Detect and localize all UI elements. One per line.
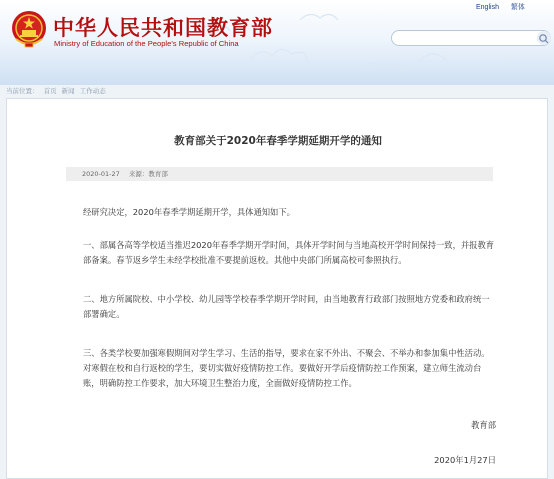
breadcrumb-news[interactable]: 新闻: [61, 87, 75, 95]
language-links: [476, 2, 525, 12]
search-input[interactable]: [391, 30, 551, 46]
article-paragraph: 经研究决定，2020年春季学期延期开学，具体通知如下。: [83, 207, 295, 217]
site-title[interactable]: 中华人民共和国教育部: [53, 15, 273, 40]
english-link[interactable]: English: [476, 4, 499, 11]
publish-date: 2020-01-27: [82, 170, 120, 178]
breadcrumb-prefix: 当前位置：: [6, 87, 39, 95]
article-source: 来源：教育部: [128, 170, 168, 178]
breadcrumb-work-updates[interactable]: 工作动态: [79, 87, 106, 95]
signature-date: 2020年1月27日: [434, 455, 496, 465]
national-emblem-icon: [10, 9, 48, 49]
search-icon: [537, 32, 551, 46]
article-paragraph: 一、部属各高等学校适当推迟2020年春季学期开学时间，具体开学时间与当地高校开学时间保持一致，并报教育部备案。春节返乡学生未经学校批准不要提前返校。其他中央部门所属高校可参照执行。: [83, 240, 495, 265]
signature: 教育部: [471, 420, 496, 430]
article-paragraph: 三、各类学校要加强寒假期间对学生学习、生活的指导，要求在家不外出、不聚会、不举办和参加集中性活动。对寒假在校和自行返校的学生，要切实做好疫情防控工作。要做好开学后疫情防控工作预案，建立师生流动台账，明确防控工作要求，加大环境卫生整治力度，全面做好疫情防控工作。: [83, 348, 490, 388]
article-card: [6, 98, 548, 479]
traditional-chinese-link[interactable]: 繁体: [510, 4, 525, 11]
breadcrumb: [6, 85, 554, 97]
site-subtitle: Ministry of Education of the People's Republic of China: [54, 39, 239, 48]
site-header: [0, 0, 554, 85]
article-meta: [66, 167, 493, 181]
breadcrumb-home[interactable]: 首页: [43, 87, 57, 95]
page-title: 教育部关于2020年春季学期延期开学的通知: [174, 135, 382, 147]
search-button[interactable]: [537, 31, 551, 45]
article-paragraph: 二、地方所属院校、中小学校、幼儿园等学校春季学期开学时间，由当地教育行政部门按照地方党委和政府统一部署确定。: [83, 294, 490, 319]
